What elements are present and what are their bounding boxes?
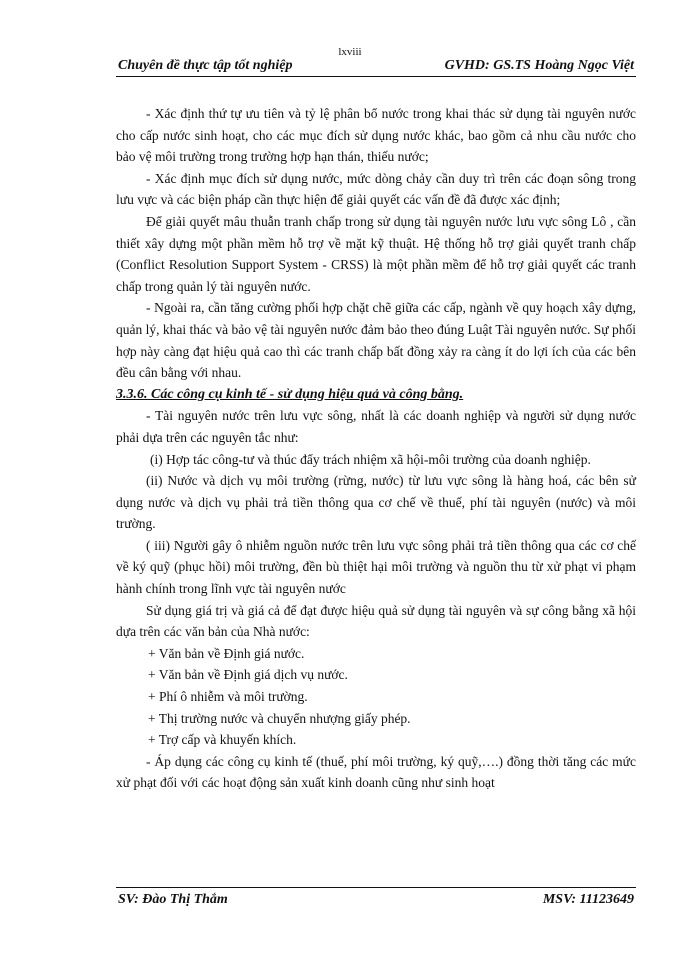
list-item: + Phí ô nhiễm và môi trường. <box>148 689 308 705</box>
page-header <box>116 58 636 77</box>
paragraph: - Tài nguyên nước trên lưu vực sông, nhất là các doanh nghiệp và người sử dụng nước phải dựa trên các nguyên tắc như: <box>116 408 636 445</box>
paragraph: - Ngoài ra, cần tăng cường phối hợp chặt chẽ giữa các cấp, ngành về quy hoạch xây dựng, quản lý, khai thác và bảo vệ tài nguyên nước đảm bảo theo đúng Luật Tài nguyên nước. Sự phối hợp này càng đạt hiệu quả cao thì các tranh chấp bất đồng xảy ra càng ít do lợi ích của các bên đều cân bằng với nhau. <box>116 300 636 381</box>
principle-item: ( iii) Người gây ô nhiễm nguồn nước trên lưu vực sông phải trả tiền thông qua các cơ chế về ký quỹ (phục hồi) môi trường, đền bù thiệt hại môi trường và nguồn thu từ xử phạt vi phạm hành chính trong lĩnh vực tài nguyên nước <box>116 537 636 597</box>
header-document-title: Chuyên đề thực tập tốt nghiệp <box>118 58 293 73</box>
list-item: + Thị trường nước và chuyển nhượng giấy phép. <box>148 710 411 726</box>
paragraph: - Xác định mục đích sử dụng nước, mức dòng chảy cần duy trì trên các đoạn sông trong lưu vực và các biện pháp cần thực hiện để giải quyết các vấn đề đã được xác định; <box>116 170 636 208</box>
principle-item: (ii) Nước và dịch vụ môi trường (rừng, nước) từ lưu vực sông là hàng hoá, các bên sử dụng nước và dịch vụ phải trả tiền thông qua cơ chế về thuế, phí tài nguyên (nước) và môi trường. <box>116 473 636 532</box>
list-item: + Văn bản về Định giá dịch vụ nước. <box>148 667 348 683</box>
paragraph: - Áp dụng các công cụ kinh tế (thuế, phí môi trường, ký quỹ,….) đồng thời tăng các mức xử phạt đối với các hoạt động sản xuất kinh doanh cũng như sinh hoạt <box>116 753 636 791</box>
footer-student-name: SV: Đào Thị Thắm <box>118 892 228 907</box>
page-footer <box>116 887 636 907</box>
footer-student-id: MSV: 11123649 <box>542 892 634 907</box>
principle-item: (i) Hợp tác công-tư và thúc đẩy trách nhiệm xã hội-môi trường của doanh nghiệp. <box>150 451 591 467</box>
document-body <box>116 103 636 794</box>
page-number: lxviii <box>338 46 362 58</box>
section-heading: 3.3.6. Các công cụ kinh tế - sử dụng hiệu quả và công bằng. <box>116 386 464 402</box>
list-item: + Trợ cấp và khuyến khích. <box>148 732 297 748</box>
paragraph: - Xác định thứ tự ưu tiên và tỷ lệ phân bổ nước trong khai thác sử dụng tài nguyên nước cho cấp nước sinh hoạt, cho các mục đích sử dụng nước khác, bao gồm cả nhu cầu nước cho bảo vệ môi trường trong trường hợp hạn thán, thiếu nước; <box>116 106 636 165</box>
list-item: + Văn bản về Định giá nước. <box>148 645 305 661</box>
paragraph: Sử dụng giá trị và giá cả để đạt được hiệu quả sử dụng tài nguyên và sự công bằng xã hội dựa trên các văn bản của Nhà nước: <box>116 602 636 640</box>
paragraph: Để giải quyết mâu thuẫn tranh chấp trong sử dụng tài nguyên nước lưu vực sông Lô , cần thiết xây dựng một phần mềm hỗ trợ về mặt kỹ thuật. Hệ thống hỗ trợ giải quyết tranh chấp (Conflict Resolution Support System - CRSS) là một phần mềm để hỗ trợ giải quyết các tranh chấp trong quản lý tài nguyên nước. <box>116 213 636 294</box>
header-supervisor: GVHD: GS.TS Hoàng Ngọc Việt <box>444 58 634 73</box>
